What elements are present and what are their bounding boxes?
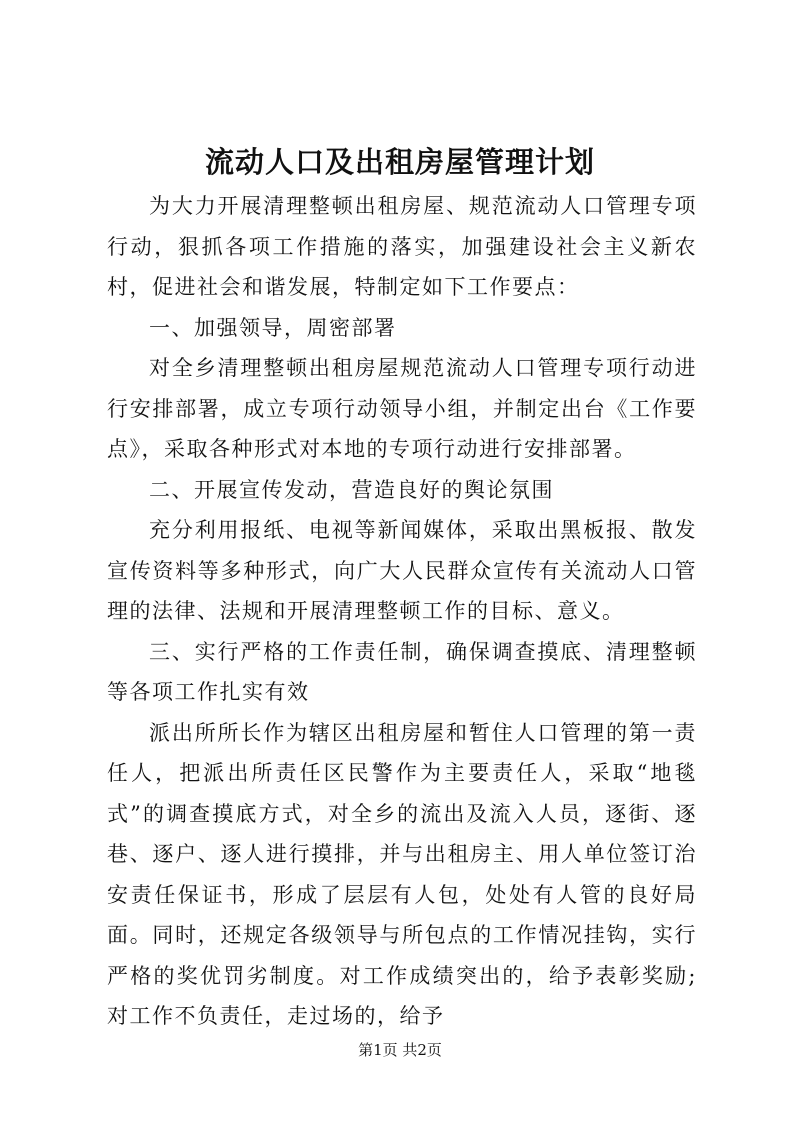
page-footer: 第1页 共2页 xyxy=(358,1041,442,1059)
paragraph-intro: 为大力开展清理整顿出租房屋、规范流动人口管理专项行动，狠抓各项工作措施的落实，加强建设社会主义新农村，促进社会和谐发展，特制定如下工作要点： xyxy=(107,194,697,299)
document-body xyxy=(107,186,697,1037)
section-heading-2: 二、开展宣传发动，营造良好的舆论氛围 xyxy=(149,477,554,502)
paragraph-section-1: 对全乡清理整顿出租房屋规范流动人口管理专项行动进行安排部署，成立专项行动领导小组，并制定出台《工作要点》，采取各种形式对本地的专项行动进行安排部署。 xyxy=(107,356,697,461)
page-title: 流动人口及出租房屋管理计划 xyxy=(204,145,595,179)
section-heading-3: 三、实行严格的工作责任制，确保调查摸底、清理整顿等各项工作扎实有效 xyxy=(107,639,697,704)
section-heading-1: 一、加强领导，周密部署 xyxy=(149,315,397,340)
paragraph-section-3: 派出所所长作为辖区出租房屋和暂住人口管理的第一责任人，把派出所责任区民警作为主要责任人，采取“地毯式”的调查摸底方式，对全乡的流出及流入人员，逐街、逐巷、逐户、逐人进行摸排，并与出租房主、用人单位签订治安责任保证书，形成了层层有人包，处处有人管的良好局面。同时，还规定各级领导与所包点的工作情况挂钩，实行严格的奖优罚劣制度。对工作成绩突出的，给予表彰奖励; 对工作不负责任，走过场的，给予 xyxy=(107,720,697,1028)
paragraph-section-2: 充分利用报纸、电视等新闻媒体，采取出黑板报、散发宣传资料等多种形式，向广大人民群众宣传有关流动人口管理的法律、法规和开展清理整顿工作的目标、意义。 xyxy=(107,518,697,623)
